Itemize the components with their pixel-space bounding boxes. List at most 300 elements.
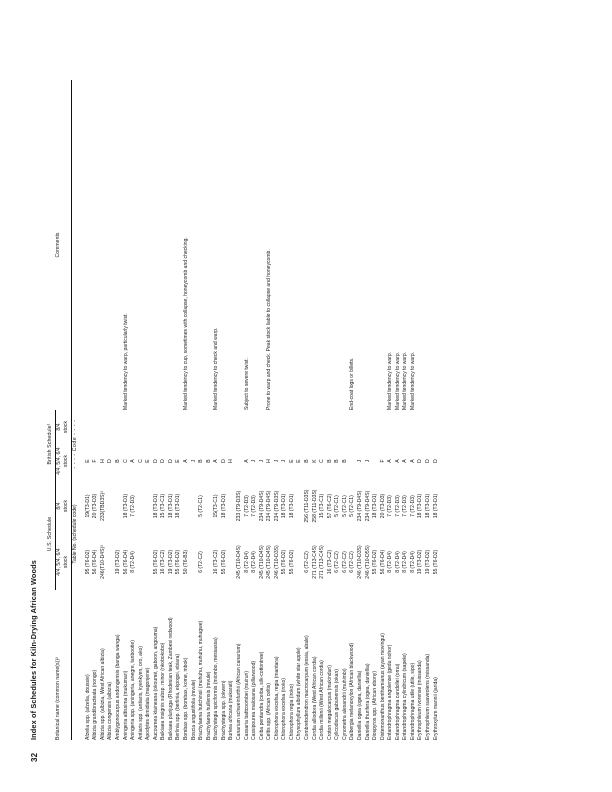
cell-comments: Subject to severe twist. [243, 358, 250, 410]
cell-british-84 [327, 410, 335, 444]
cell-us-84: 18 (T3-D1) [417, 493, 424, 519]
cell-us-4456: 271 (T13-C4S) [311, 545, 318, 579]
cell-british-84 [198, 410, 206, 444]
cell-us-84: 7 (T2-D3) [409, 495, 416, 517]
cell-british-4456: D [167, 459, 174, 463]
table-row [130, 80, 138, 740]
cell-british-84 [175, 410, 183, 444]
cell-us-4456: 16 (T3-C2) [213, 549, 220, 575]
cell-comments [372, 80, 380, 410]
cell-botanical-name: Celtis spp. (African celtis) [266, 683, 273, 740]
cell-us-84: 233 (T9-D3S) [235, 490, 242, 522]
cell-british-4456: B [114, 459, 121, 463]
cell-british-4456: D [220, 459, 227, 463]
cell-us-4456: 246 (T10-D3S) [356, 545, 363, 579]
table-row [160, 80, 168, 740]
cell-comments [85, 80, 93, 410]
table-row [115, 80, 123, 740]
cell-us-84: 5 (T2-C1) [341, 495, 348, 517]
table-row [191, 80, 199, 740]
group-header-row [47, 80, 55, 740]
cell-us-84: 234 (T9-D4S) [364, 490, 371, 522]
cell-us-84: 7 (T2-D3) [130, 495, 137, 517]
cell-comments [251, 80, 259, 410]
col-header-comments: Comments [55, 232, 62, 258]
cell-botanical-name: Baikiaea insignis subsp. minor (nkobokobo) [160, 642, 167, 740]
cell-us-4456: 19 (T3-D2) [114, 549, 121, 575]
cell-comments: End-coat logs or billets. [349, 357, 356, 410]
cell-us-84: 18 (T3-D1) [432, 493, 439, 519]
column-header-row [55, 80, 71, 740]
cell-botanical-name: Dalbergia melanoxylon (African blackwood) [349, 642, 356, 740]
cell-british-4456: K [311, 459, 318, 463]
cell-comments [145, 80, 153, 410]
cell-us-4456 [107, 534, 115, 590]
cell-us-4456: 19 (T3-D2) [167, 549, 174, 575]
cell-british-84 [387, 410, 395, 444]
cell-british-4456: E [175, 459, 182, 463]
table-row [266, 80, 274, 740]
cell-british-4456: A [130, 459, 137, 463]
table-row [100, 80, 108, 740]
cell-british-84 [183, 410, 191, 444]
cell-comments [115, 80, 123, 410]
cell-us-84 [228, 478, 236, 534]
cell-us-84: 57 (T6-C2) [326, 493, 333, 519]
cell-botanical-name: Distemonanthus benthamianus (ayan movingui) [379, 633, 386, 740]
cell-british-84 [130, 410, 138, 444]
cell-botanical-name: Entandrophragma angolense (gedu nohor) [387, 644, 394, 740]
cell-botanical-name: Burkea africana (mukarati) [228, 680, 235, 740]
cell-us-84: 256 (T11-D3S) [304, 489, 311, 523]
cell-comments [160, 80, 168, 410]
cell-comments: Marked tendency to warp. [409, 351, 416, 410]
table-row [289, 80, 297, 740]
cell-british-4456: D [152, 459, 159, 463]
cell-comments [175, 80, 183, 410]
cell-botanical-name: Cordia alliodora (West African cordia) [311, 656, 318, 740]
col-header-br-84: 8/4 stock [55, 420, 70, 434]
cell-british-84 [266, 410, 274, 444]
cell-british-84 [244, 410, 252, 444]
cell-comments: Marked tendency to cup, sometimes with collapse, honeycomb and checking. [183, 237, 190, 410]
cell-comments [107, 80, 115, 410]
subheader-spacer [72, 590, 80, 740]
cell-british-4456: A [409, 459, 416, 463]
cell-british-84 [100, 410, 108, 444]
cell-comments: Prone to warp and check. Peak stock liable to collapse and honeycomb. [266, 249, 273, 410]
cell-us-84: 234 (T9-D4S) [258, 490, 265, 522]
cell-comments [334, 80, 342, 410]
cell-botanical-name: Entandrophragma cylindricum (sapele) [402, 653, 409, 740]
cell-botanical-name: Brachystegia spiciformis (miombo, messassa) [213, 637, 220, 740]
cell-us-4456: 6 (T2-C2) [334, 551, 341, 573]
table-row [372, 80, 380, 740]
cell-botanical-name: Berlinia spp. (berlinia, ekpogoi, ebiara) [175, 653, 182, 740]
cell-botanical-name: Cassipourea malosana (pillarwood) [251, 660, 258, 740]
cell-british-84 [319, 410, 327, 444]
table-row [342, 80, 350, 740]
table-row [206, 80, 214, 740]
cell-british-4456: B [198, 459, 205, 463]
cell-botanical-name: Amblygonocarpus andongensis (banga wanga) [114, 634, 121, 740]
cell-us-4456: 55 (T6-D2) [175, 549, 182, 575]
cell-british-4456 [236, 444, 244, 478]
table-row [123, 80, 131, 740]
cell-british-84 [274, 410, 282, 444]
cell-us-4456: 8 (T2-D4) [243, 551, 250, 573]
cell-us-84: 234 (T9-D4S) [266, 490, 273, 522]
cell-british-4456 [372, 444, 380, 478]
cell-british-84 [281, 410, 289, 444]
cell-us-4456: 56 (T6-D4) [122, 549, 129, 575]
table-row [92, 80, 100, 740]
cell-british-84 [213, 410, 221, 444]
cell-comments: Marked tendency to check and warp. [213, 327, 220, 410]
table-row [213, 80, 221, 740]
table-row [365, 80, 373, 740]
cell-us-4456: 245 (T10-D4S) [266, 545, 273, 579]
cell-botanical-name: Albizia grandibracteata (nongo) [92, 669, 99, 740]
cell-botanical-name: Aucoumea klaineana (okoumé, gaboon, angouma) [152, 626, 159, 740]
table-row [304, 80, 312, 740]
cell-british-84 [206, 410, 214, 444]
cell-us-84: 15 (T3-C1) [160, 493, 167, 519]
cell-comments [198, 80, 206, 410]
cell-us-4456: 55 (T6-D2) [152, 549, 159, 575]
cell-botanical-name: Albizia congensis (albizia) [107, 681, 114, 740]
cell-us-4456 [145, 534, 153, 590]
cell-comments [153, 80, 161, 410]
table-row [327, 80, 335, 740]
cell-comments [365, 80, 373, 410]
cell-comments [312, 80, 320, 410]
table-row [228, 80, 236, 740]
table-row [274, 80, 282, 740]
col-header-br-4456: 4/4, 5/4, 6/4 stock [55, 447, 70, 475]
cell-us-84: 233(TBD3S)³ [99, 491, 106, 521]
table-row [175, 80, 183, 740]
group-header-us: U.S. Schedule [47, 478, 55, 590]
cell-british-4456: A [243, 459, 250, 463]
cell-british-4456: H [228, 459, 235, 463]
cell-botanical-name: Erythrophleum ivorense (missanda) [417, 660, 424, 740]
cell-comments [130, 80, 138, 410]
cell-us-4456: 56 (T6-D4) [379, 549, 386, 575]
cell-botanical-name: Baikiaea plurijuga (Rhodesian teak, Zambesi redwood) [167, 617, 174, 740]
cell-us-4456 [228, 534, 236, 590]
cell-comments [380, 80, 388, 410]
cell-british-4456: D [160, 459, 167, 463]
cell-comments: Marked tendency to warp. [402, 351, 409, 410]
cell-botanical-name: Erythroxylum mannii (jarida) [432, 677, 439, 740]
cell-us-4456 [191, 534, 199, 590]
cell-british-4456: A [402, 459, 409, 463]
cell-botanical-name: Bombax spp. (bombax, kome, mbok) [183, 657, 190, 740]
cell-us-4456: 8 (T2-D4) [251, 551, 258, 573]
cell-us-84 [206, 478, 214, 534]
table-row [153, 80, 161, 740]
cell-us-4456: 246(T10-D4S)³ [99, 545, 106, 579]
cell-us-84: 18 (T3-D1) [288, 493, 295, 519]
cell-botanical-name: Chlorophora regia (iroko) [288, 683, 295, 740]
cell-botanical-name: Antiaris spp. (antiaris, kyenkyen, oro, ako) [137, 646, 144, 740]
cell-comments [342, 80, 350, 410]
table-row [312, 80, 320, 740]
cell-botanical-name: Apodytes dimidiata (magonjene) [145, 667, 152, 740]
cell-british-84 [334, 410, 342, 444]
cell-british-4456: E [145, 459, 152, 463]
cell-comments [281, 80, 289, 410]
cell-british-84 [395, 410, 403, 444]
cell-british-4456: B [334, 459, 341, 463]
subheader-us: Table No. (schedule code) [72, 504, 79, 564]
cell-comments [357, 80, 365, 410]
cell-british-84 [168, 410, 176, 444]
cell-us-84: 258 (T11-D3S) [311, 489, 318, 523]
cell-botanical-name: Entandrophragma utile (utile, sipo) [409, 662, 416, 740]
cell-british-4456: E [84, 459, 91, 463]
cell-us-4456: 95 (T6-D2) [84, 549, 91, 575]
cell-comments [259, 80, 267, 410]
cell-british-84 [115, 410, 123, 444]
cell-us-4456: 55 (T6-D2) [281, 549, 288, 575]
cell-botanical-name: Daniellia thurifera (ogea, daniellia) [364, 663, 371, 740]
cell-british-4456: J [364, 459, 371, 463]
cell-comments [289, 80, 297, 410]
table-row [380, 80, 388, 740]
cell-british-84 [289, 410, 297, 444]
cell-british-4456: F [379, 459, 386, 463]
cell-british-84 [259, 410, 267, 444]
cell-botanical-name: Entandrophragma candollei (omu) [394, 663, 401, 740]
cell-us-4456: 19 (T3-D2) [417, 549, 424, 575]
cell-british-4456: B [341, 459, 348, 463]
cell-us-4456: 271 (T13-C4S) [319, 545, 326, 579]
cell-comments [433, 80, 441, 410]
cell-us-84: 5 (T2-C1) [334, 495, 341, 517]
cell-comments [92, 80, 100, 410]
cell-comments [417, 80, 425, 410]
cell-us-4456: 246 (T10-D5S) [364, 545, 371, 579]
cell-botanical-name: Diospyros spp. (African ebony) [372, 670, 379, 740]
cell-british-4456: A [213, 459, 220, 463]
cell-us-84: 7 (T2-D3) [387, 495, 394, 517]
subheader-comments-spacer [72, 80, 80, 410]
cell-comments [236, 80, 244, 410]
cell-botanical-name: Boscia angustifolia (mvule) [190, 679, 197, 740]
cell-us-4456: 6 (T2-C2) [341, 551, 348, 573]
cell-botanical-name: Ceiba pentandra (ceiba, silk-cottontree) [258, 651, 265, 740]
cell-botanical-name: Cordia millenii (West African cordia) [319, 660, 326, 740]
table-row [387, 80, 395, 740]
table-row [138, 80, 146, 740]
cell-british-4456: A [394, 459, 401, 463]
cell-british-4456: J [356, 459, 363, 463]
cell-comments [168, 80, 176, 410]
cell-us-84 [115, 478, 123, 534]
cell-british-4456: D [432, 459, 439, 463]
cell-us-84: 18 (T3-D1) [167, 493, 174, 519]
col-header-botanical: Botanical name (common name(s))² [55, 657, 62, 740]
table-row [183, 80, 191, 740]
table-row [349, 80, 357, 740]
cell-comments [296, 80, 304, 410]
cell-us-4456: 19 (T3-D2) [425, 549, 432, 575]
cell-us-84: 18 (T3-D1) [281, 493, 288, 519]
cell-british-84 [228, 410, 236, 444]
cell-us-84: 234 (T9-D3S) [273, 490, 280, 522]
cell-botanical-name: Combretodendron macrocarpum (essia, abale) [304, 635, 311, 740]
cell-british-4456: C [137, 459, 144, 463]
cell-british-4456: C [122, 459, 129, 463]
cell-us-4456: 8 (T2-D4) [402, 551, 409, 573]
cell-us-84: 7 (T2-D3) [251, 495, 258, 517]
cell-us-4456: 16 (T3-C2) [326, 549, 333, 575]
cell-british-84 [342, 410, 350, 444]
cell-british-4456: H [266, 459, 273, 463]
cell-us-84: 5 (T2-C1) [349, 495, 356, 517]
cell-comments [319, 80, 327, 410]
cell-us-84: 234 (T9-D4S) [356, 490, 363, 522]
cell-us-4456: 6 (T2-C2) [349, 551, 356, 573]
cell-botanical-name: Cassaria battcoombei (muiruri) [243, 671, 250, 740]
cell-us-84: 18 (T3-D1) [122, 493, 129, 519]
cell-british-84 [153, 410, 161, 444]
cell-british-4456: J [273, 459, 280, 463]
page-number: 32 [30, 752, 39, 762]
table-row [281, 80, 289, 740]
cell-british-84 [417, 410, 425, 444]
cell-british-4456: J [258, 459, 265, 463]
cell-us-84 [296, 478, 304, 534]
page-title: Index of Schedules for Kiln-Drying African Woods [29, 560, 38, 740]
cell-botanical-name: Aningeria spp. (aningeria, anegre, tanbootie) [130, 640, 137, 740]
cell-british-84 [107, 410, 115, 444]
cell-british-84 [357, 410, 365, 444]
cell-us-84: 19(T3-D1) [84, 494, 91, 518]
cell-botanical-name: Brachylaena hutchinsii (muhuhu, muhuhu, muhugwe) [198, 620, 205, 740]
cell-british-84 [433, 410, 441, 444]
cell-us-4456: 56 (T6-D4) [92, 549, 99, 575]
cell-botanical-name: Cylicodiscus gabunensis (okan) [334, 669, 341, 740]
cell-us-4456: 8 (T2-D4) [130, 551, 137, 573]
cell-comments [304, 80, 312, 410]
cell-us-84: 18 (T3-D1) [425, 493, 432, 519]
cell-botanical-name: Cynometra alexandrii (muhimbi) [341, 668, 348, 740]
table-row [107, 80, 115, 740]
cell-british-84 [191, 410, 199, 444]
table-row [410, 80, 418, 740]
cell-botanical-name: Aningeria altissima (mukumari) [122, 670, 129, 740]
table-row [433, 80, 441, 740]
cell-us-4456: 245 (T10-D4S) [258, 545, 265, 579]
cell-us-4456: 8 (T2-D4) [387, 551, 394, 573]
cell-us-84: 7 (T2-D3) [402, 495, 409, 517]
subheader-british: - - - - Code - - - - [72, 419, 79, 469]
cell-us-84: 18 (T3-D1) [175, 493, 182, 519]
cell-british-84 [312, 410, 320, 444]
col-header-us-4456: 4/4, 5/4, 6/4 stock [55, 548, 70, 576]
cell-us-4456: 16 (T3-C2) [160, 549, 167, 575]
cell-us-4456: 6 (T2-C2) [198, 551, 205, 573]
cell-british-4456: B [326, 459, 333, 463]
cell-comments: Marked tendency to warp, particularly twist. [122, 313, 129, 410]
cell-botanical-name: Daniellia ogea (ogea, daniellia) [356, 670, 363, 740]
cell-us-84 [138, 478, 146, 534]
table-row [244, 80, 252, 740]
cell-british-84 [85, 410, 93, 444]
table-row [145, 80, 153, 740]
cell-british-84 [160, 410, 168, 444]
table-body [85, 80, 440, 740]
cell-british-84 [251, 410, 259, 444]
cell-botanical-name: Chlorophora excelsa (iroko) [281, 678, 288, 740]
cell-us-84: 18 (T3-D1) [372, 493, 379, 519]
cell-british-84 [236, 410, 244, 444]
group-header-spacer [47, 590, 55, 740]
table-row [417, 80, 425, 740]
cell-us-4456: 8 (T2-D4) [409, 551, 416, 573]
cell-comments [221, 80, 229, 410]
cell-us-4456 [206, 534, 214, 590]
cell-british-4456: C [319, 459, 326, 463]
cell-british-4456 [349, 444, 357, 478]
table-row [357, 80, 365, 740]
cell-us-84 [183, 478, 191, 534]
cell-us-84: 20 (T3-D3) [92, 493, 99, 519]
cell-comments [206, 80, 214, 410]
cell-british-84 [138, 410, 146, 444]
table-row [168, 80, 176, 740]
table-row [85, 80, 93, 740]
cell-british-84 [372, 410, 380, 444]
cell-british-4456: A [183, 459, 190, 463]
cell-british-4456: D [425, 459, 432, 463]
table-row [251, 80, 259, 740]
table-row [425, 80, 433, 740]
cell-botanical-name: Canarium schweinfurthii (African canarium) [235, 643, 242, 740]
cell-us-4456: 55 (T6-D2) [288, 549, 295, 575]
cell-botanical-name: Albizia spp. (albizia, West African albizia) [99, 648, 106, 740]
cell-british-84 [365, 410, 373, 444]
cell-us-84: 5 (T2-C1) [198, 495, 205, 517]
table-row [259, 80, 267, 740]
cell-comments: Marked tendency to warp. [387, 351, 394, 410]
cell-us-84: 15(T3-C1) [213, 494, 220, 518]
cell-british-4456: F [92, 459, 99, 463]
cell-british-4456: E [296, 459, 303, 463]
cell-british-84 [296, 410, 304, 444]
cell-us-84 [107, 478, 115, 534]
cell-british-4456: D [107, 459, 114, 463]
cell-british-4456: A [387, 459, 394, 463]
cell-botanical-name: Erythrophleum suaveolens (missanda) [425, 653, 432, 740]
cell-botanical-name: Chrysophyllum albidum (white star apple) [296, 647, 303, 740]
subheader-row [72, 80, 80, 740]
cell-british-84 [123, 410, 131, 444]
table-row [395, 80, 403, 740]
cell-british-4456: J [190, 459, 197, 463]
cell-us-84: 20 (T3-D3) [379, 493, 386, 519]
cell-us-4456: 246 (T10-D3S) [273, 545, 280, 579]
table-row [221, 80, 229, 740]
cell-british-84 [349, 410, 357, 444]
cell-botanical-name: Brachylaena huillensis (mvule) [205, 671, 212, 740]
cell-comments [327, 80, 335, 410]
cell-british-4456: B [304, 459, 311, 463]
cell-us-4456 [138, 534, 146, 590]
